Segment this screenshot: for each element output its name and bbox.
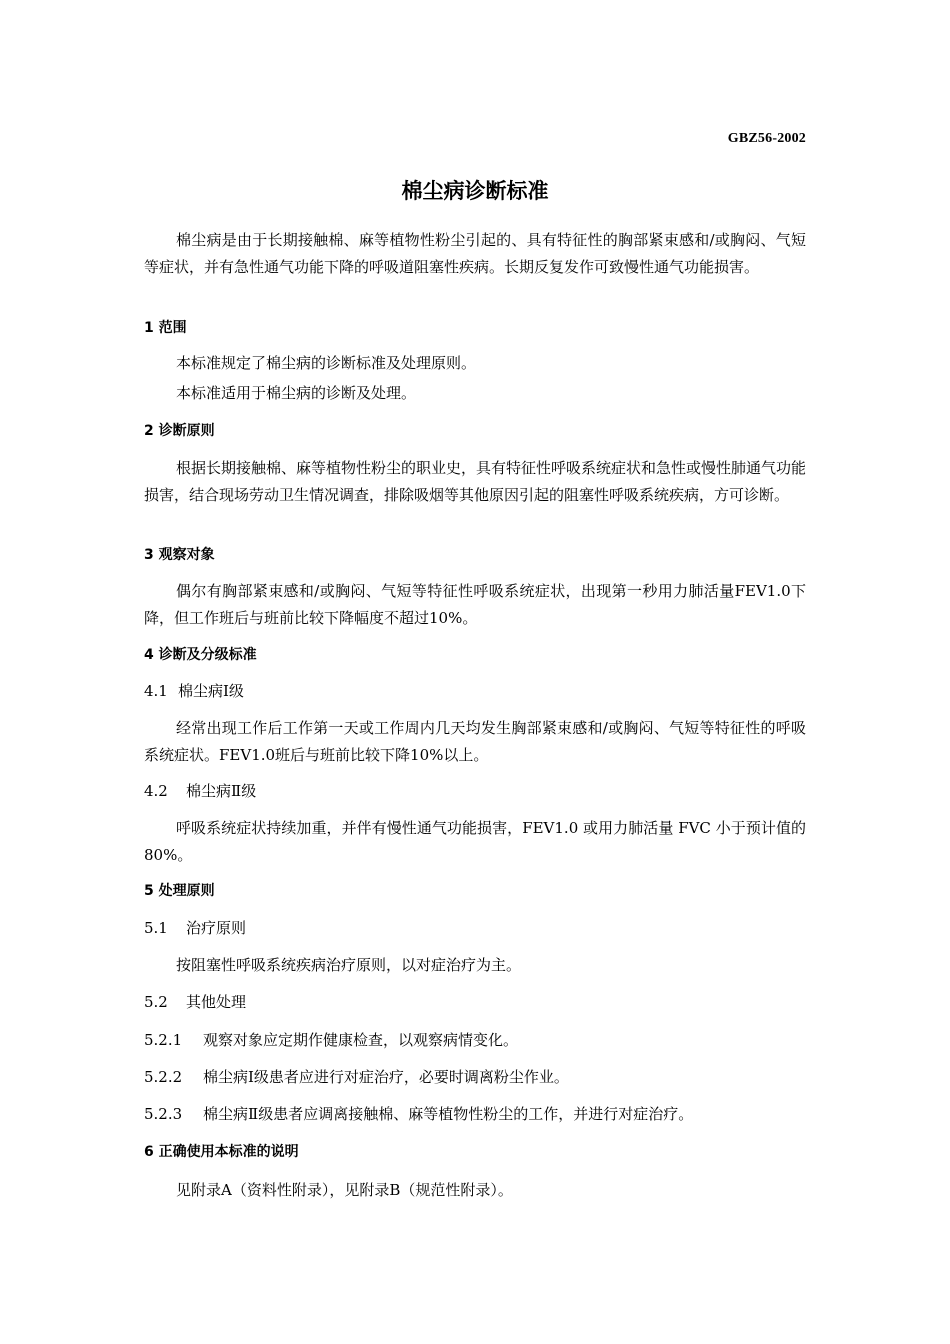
section-5-2-1-item <box>144 1029 518 1051</box>
document-title: 棉尘病诊断标准 <box>401 179 549 203</box>
section-3-heading: 3 观察对象 <box>144 547 215 563</box>
section-3-paragraph: 偶尔有胸部紧束感和/或胸闷、气短等特征性呼吸系统症状，出现第一秒用力肺活量FEV1.0下降，但工作班后与班前比较下降幅度不超过10%。 <box>144 582 806 627</box>
section-5-2-3-item <box>144 1103 693 1125</box>
section-6-text: 见附录A（资料性附录），见附录B（规范性附录）。 <box>176 1181 513 1199</box>
section-4-heading: 4 诊断及分级标准 <box>144 647 257 663</box>
section-5-2-1-number: 5.2.1 <box>144 1031 183 1049</box>
section-4-1-number: 4.1 <box>144 682 168 700</box>
section-5-2-3-number: 5.2.3 <box>144 1105 183 1123</box>
section-5-2-heading <box>144 991 246 1013</box>
section-4-1-heading <box>144 680 244 702</box>
section-5-1-heading <box>144 917 246 939</box>
section-5-1-text: 按阻塞性呼吸系统疾病治疗原则，以对症治疗为主。 <box>176 956 522 974</box>
section-2-heading: 2 诊断原则 <box>144 423 215 439</box>
section-1-line-1: 本标准规定了棉尘病的诊断标准及处理原则。 <box>176 354 477 372</box>
section-5-heading: 5 处理原则 <box>144 883 215 899</box>
section-4-2-heading <box>144 780 256 802</box>
section-4-1-paragraph: 经常出现工作后工作第一天或工作周内几天均发生胸部紧束感和/或胸闷、气短等特征性的呼吸系统症状。FEV1.0班后与班前比较下降10%以上。 <box>144 719 806 764</box>
section-4-2-paragraph: 呼吸系统症状持续加重，并伴有慢性通气功能损害，FEV1.0 或用力肺活量 FVC 小于预计值的80%。 <box>144 819 806 864</box>
section-4-2-number: 4.2 <box>144 782 168 800</box>
section-4-2-title: 棉尘病Ⅱ级 <box>186 782 257 800</box>
section-4-1-title: 棉尘病Ⅰ级 <box>178 682 244 700</box>
intro-paragraph: 棉尘病是由于长期接触棉、麻等植物性粉尘引起的、具有特征性的胸部紧束感和/或胸闷、气短等症状，并有急性通气功能下降的呼吸道阻塞性疾病。长期反复发作可致慢性通气功能损害。 <box>144 231 806 276</box>
section-6-heading: 6 正确使用本标准的说明 <box>144 1144 299 1160</box>
section-5-2-2-number: 5.2.2 <box>144 1068 183 1086</box>
standard-code: GBZ56-2002 <box>727 131 806 146</box>
section-5-1-title: 治疗原则 <box>186 919 247 937</box>
section-5-2-3-text: 棉尘病Ⅱ级患者应调离接触棉、麻等植物性粉尘的工作，并进行对症治疗。 <box>203 1105 694 1123</box>
section-5-2-title: 其他处理 <box>186 993 247 1011</box>
section-5-1-number: 5.1 <box>144 919 168 937</box>
section-5-2-2-text: 棉尘病Ⅰ级患者应进行对症治疗，必要时调离粉尘作业。 <box>203 1068 569 1086</box>
section-5-2-2-item <box>144 1066 569 1088</box>
section-2-paragraph: 根据长期接触棉、麻等植物性粉尘的职业史，具有特征性呼吸系统症状和急性或慢性肺通气功能损害，结合现场劳动卫生情况调查，排除吸烟等其他原因引起的阻塞性呼吸系统疾病，方可诊断。 <box>144 459 807 504</box>
section-1-heading: 1 范围 <box>144 320 187 336</box>
section-5-2-1-text: 观察对象应定期作健康检查，以观察病情变化。 <box>203 1031 519 1049</box>
section-5-2-number: 5.2 <box>144 993 168 1011</box>
section-1-line-2: 本标准适用于棉尘病的诊断及处理。 <box>176 384 417 402</box>
